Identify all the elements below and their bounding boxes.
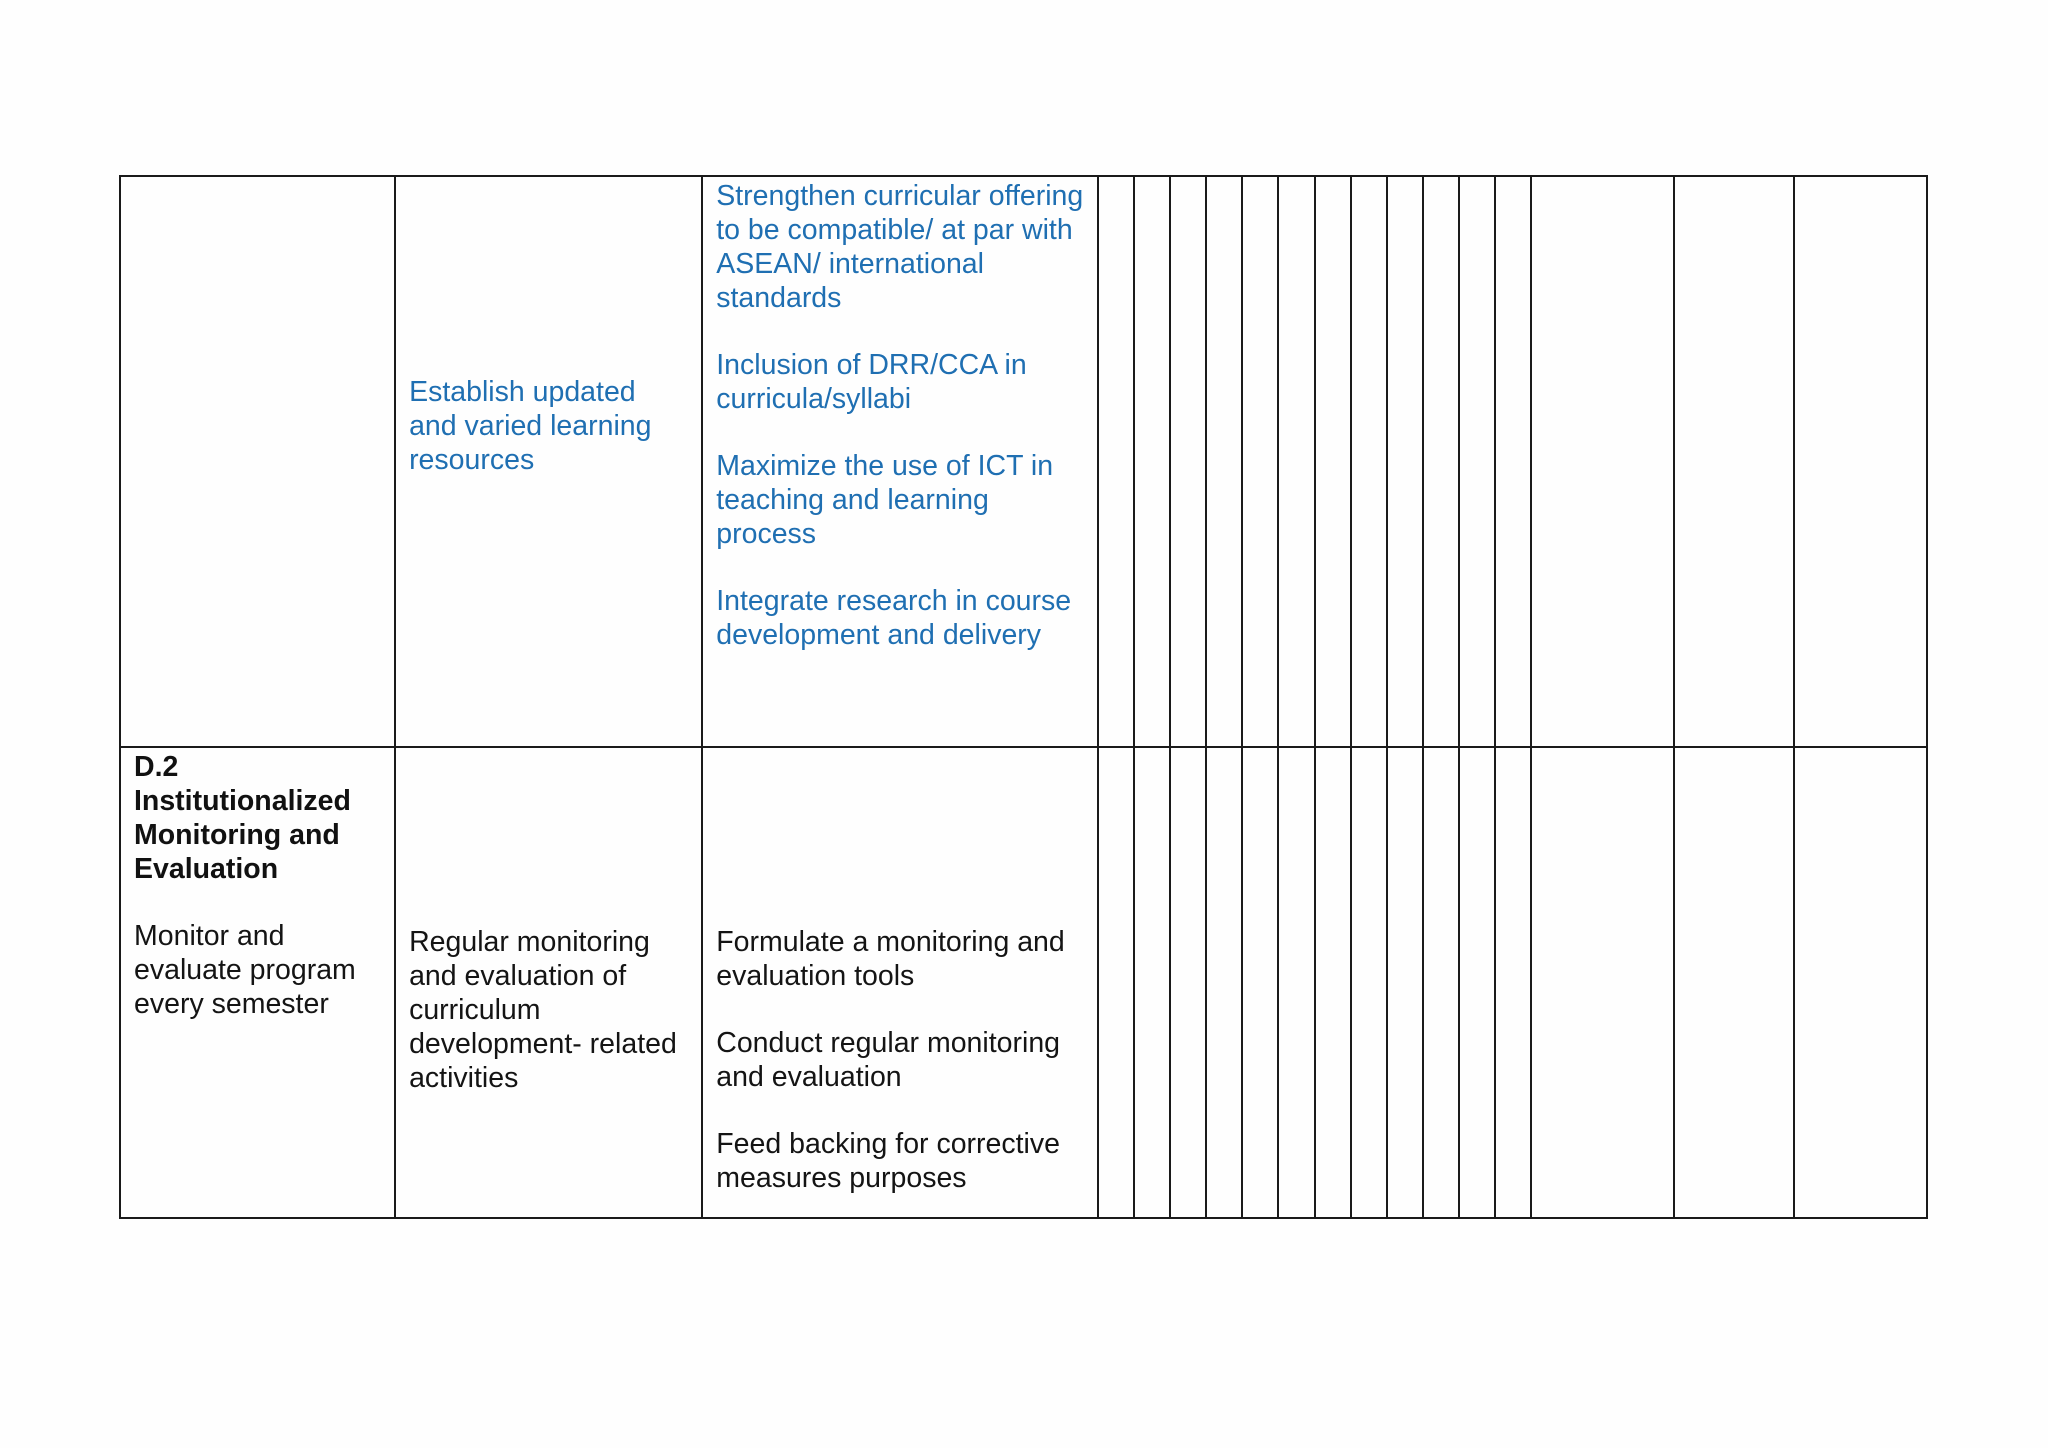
activity-item: Inclusion of DRR/CCA in curricula/syllabi [716,349,1027,415]
activities-cell [702,747,1098,1218]
schedule-cell [1098,747,1134,1218]
schedule-cell [1206,176,1242,747]
remarks-cell [1794,747,1927,1218]
budget-cell [1674,176,1794,747]
schedule-cell [1315,176,1351,747]
schedule-cell [1387,747,1423,1218]
schedule-cell [1170,747,1206,1218]
table-row [120,747,1927,1218]
schedule-cell [1423,176,1459,747]
schedule-cell [1351,747,1387,1218]
schedule-cell [1495,176,1531,747]
objective-cell [395,176,702,747]
schedule-cell [1278,747,1314,1218]
activity-item: Maximize the use of ICT in teaching and learning process [716,450,1054,550]
table-row [120,176,1927,747]
goal-cell [120,176,395,747]
schedule-cell [1459,176,1495,747]
responsible-cell [1531,176,1674,747]
objective-cell [395,747,702,1218]
schedule-cell [1098,176,1134,747]
goal-cell [120,747,395,1218]
schedule-cell [1206,747,1242,1218]
action-plan-table [119,175,1928,1219]
responsible-cell [1531,747,1674,1218]
activity-item: Strengthen curricular offering to be compatible/ at par with ASEAN/ international standards [716,180,1084,314]
strategy-text: Establish updated and varied learning resources [409,376,652,476]
goal-heading: Institutionalized Monitoring and Evaluation [134,785,351,885]
goal-objective: Monitor and evaluate program every semester [134,920,356,1020]
schedule-cell [1170,176,1206,747]
activity-item: Feed backing for corrective measures purposes [716,1128,1060,1194]
schedule-cell [1351,176,1387,747]
remarks-cell [1794,176,1927,747]
activity-item: Integrate research in course development and delivery [716,585,1072,651]
schedule-cell [1134,747,1170,1218]
schedule-cell [1242,176,1278,747]
activities-cell [702,176,1098,747]
schedule-cell [1242,747,1278,1218]
schedule-cell [1134,176,1170,747]
strategy-text: Regular monitoring and evaluation of curriculum development- related activities [409,926,677,1094]
schedule-cell [1278,176,1314,747]
schedule-cell [1459,747,1495,1218]
activity-item: Formulate a monitoring and evaluation tools [716,926,1065,992]
schedule-cell [1315,747,1351,1218]
activity-item: Conduct regular monitoring and evaluation [716,1027,1061,1093]
schedule-cell [1423,747,1459,1218]
schedule-cell [1495,747,1531,1218]
schedule-cell [1387,176,1423,747]
budget-cell [1674,747,1794,1218]
goal-code: D.2 [134,751,179,783]
